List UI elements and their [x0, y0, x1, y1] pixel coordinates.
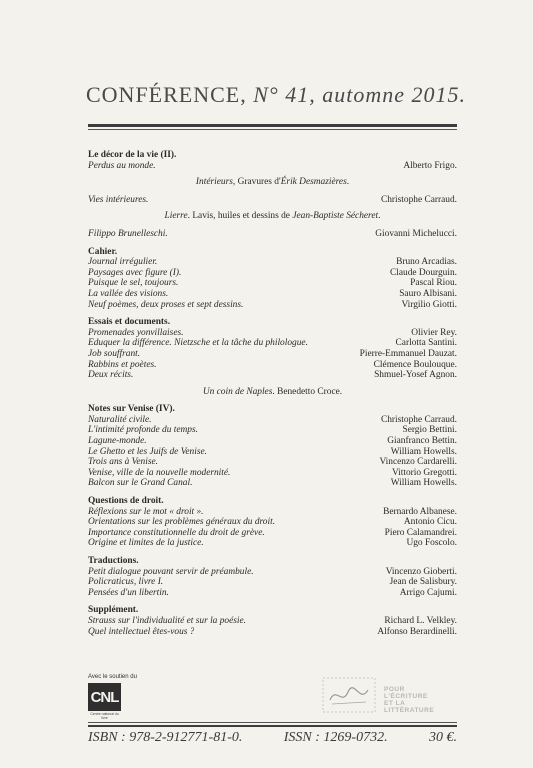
toc-entry-title: Petit dialogue pouvant servir de préambule.: [88, 566, 254, 577]
toc-entry-author: William Howells.: [390, 446, 457, 457]
toc-section: [88, 404, 457, 489]
toc-entry-author: Claude Dourguin.: [389, 267, 457, 278]
toc-entry-author: Arrigo Cajumi.: [399, 587, 457, 598]
toc-centered-artist: Jean-Baptiste Sécheret: [292, 211, 379, 222]
toc-entry-author: Christophe Carraud.: [380, 414, 457, 425]
toc-entry-title: Puisque le sel, toujours.: [88, 278, 179, 289]
toc-entry: [88, 507, 457, 518]
toc-entry: [88, 268, 457, 279]
toc-entry-author: Carlotta Santini.: [395, 338, 457, 349]
cnl-logo: CNL: [88, 683, 121, 711]
toc-section-title: Essais et documents.: [88, 317, 171, 328]
toc-entry: [88, 300, 457, 311]
toc-centered-entry: [88, 387, 457, 398]
toc-entry-title: Promenades yonvillaises.: [88, 327, 184, 338]
toc-entry-author: Gianfranco Bettin.: [387, 436, 457, 447]
toc-entry-author: Giovanni Michelucci.: [375, 228, 457, 239]
toc-entry: [88, 415, 457, 426]
toc-entry-title: Rabbins et poètes.: [88, 359, 157, 370]
cnl-logo-subtitle: Centre national du livre: [90, 712, 119, 720]
toc-entry-author: Pascal Riou.: [410, 278, 457, 289]
toc-section-title: Le décor de la vie (II).: [88, 150, 177, 160]
toc-entry-title: Quel intellectuel êtes-vous ?: [88, 626, 195, 637]
toc-entry-author: Bernardo Albanese.: [383, 506, 457, 517]
issue-number: N° 41,: [253, 82, 316, 107]
toc-centered-post: .: [346, 177, 350, 188]
toc-entry-title: Importance constitutionnelle du droit de grève.: [88, 527, 265, 538]
toc-entry: [88, 370, 457, 381]
toc-centered-entry: [88, 177, 457, 188]
toc-entry-author: Virgilio Giotti.: [401, 299, 457, 310]
toc-centered-title: Un coin de Naples: [202, 386, 273, 397]
toc-entry-title: Pensées d'un libertin.: [88, 587, 169, 598]
toc-section: [88, 150, 457, 171]
toc-entry-title: Le Ghetto et les Juifs de Venise.: [88, 446, 207, 457]
toc-entry-title: Lagune-monde.: [88, 436, 147, 447]
toc-entry: [88, 289, 457, 300]
toc-entry-title: Strauss sur l'individualité et sur la poésie.: [88, 615, 246, 626]
toc-entry-author: Alfonso Berardinelli.: [377, 626, 457, 637]
isbn: ISBN : 978-2-912771-81-0.: [88, 730, 243, 745]
toc-entry: [88, 229, 457, 240]
footer-rule-thick: [88, 725, 457, 727]
toc-centered-post: .: [378, 211, 381, 222]
table-of-contents: [88, 150, 457, 637]
toc-entry-title: Deux récits.: [88, 370, 134, 381]
toc-entry: [88, 616, 457, 627]
toc-entry-title: Venise, ville de la nouvelle modernité.: [88, 467, 231, 478]
toc-section: [88, 556, 457, 598]
toc-centered-artist: Érik Desmazières: [280, 177, 347, 188]
footer-rule-thin: [88, 722, 457, 723]
toc-entry-title: L'intimité profonde du temps.: [88, 425, 198, 436]
toc-entry-title: Trois ans à Venise.: [88, 457, 158, 468]
toc-entry: [88, 195, 457, 206]
toc-entry-author: Sergio Bettini.: [402, 425, 457, 436]
toc-entry-title: Origine et limites de la justice.: [88, 538, 204, 549]
toc-section-title: Supplément.: [88, 605, 139, 616]
toc-entry-author: Alberto Frigo.: [403, 160, 457, 171]
toc-entry-title: La vallée des visions.: [88, 288, 169, 299]
toc-entry: [88, 457, 457, 468]
toc-entry-title: Journal irrégulier.: [88, 257, 158, 268]
region-stamp: [322, 676, 456, 716]
journal-title: CONFÉRENCE,: [86, 82, 247, 107]
support-label: Avec le soutien du: [88, 674, 137, 680]
toc-entry-title: Policraticus, livre I.: [88, 577, 164, 588]
footer: [88, 730, 457, 746]
toc-entry: [88, 349, 457, 360]
toc-section: [88, 605, 457, 637]
issn: ISSN : 1269-0732.: [283, 730, 388, 745]
toc-entry-author: Antonio Cicu.: [403, 517, 457, 528]
toc-entry-author: Vittorio Gregotti.: [391, 467, 457, 478]
toc-entry: [88, 478, 457, 489]
toc-section-title: Notes sur Venise (IV).: [88, 404, 175, 415]
toc-entry-author: Pierre-Emmanuel Dauzat.: [359, 348, 457, 359]
price: 30 €.: [428, 730, 457, 745]
stamp-line: L'ÉCRITURE: [384, 693, 428, 700]
toc-entry-title: Éduquer la différence. Nietzsche et la tâche du philologue.: [88, 338, 308, 349]
toc-entry-author: Richard L. Velkley.: [384, 615, 457, 626]
toc-entry-author: Sauro Albisani.: [399, 288, 457, 299]
toc-entry-title: Orientations sur les problèmes généraux du droit.: [88, 517, 276, 528]
header-rule-thin: [88, 129, 457, 130]
toc-entry-title: Naturalité civile.: [88, 414, 152, 425]
toc-centered-text: . Benedetto Croce.: [272, 386, 343, 397]
toc-section: [88, 195, 457, 206]
toc-section-title: Questions de droit.: [88, 496, 164, 507]
toc-centered-entry: [88, 211, 457, 222]
toc-entry-author: Vincenzo Gioberti.: [385, 566, 457, 577]
toc-entry: [88, 257, 457, 268]
toc-entry: [88, 338, 457, 349]
stamp-line: ET LA: [384, 700, 406, 707]
toc-entry-title: Balcon sur le Grand Canal.: [88, 478, 193, 489]
toc-entry-title: Réflexions sur le mot « droit ».: [88, 506, 204, 517]
stamp-line: LITTÉRATURE: [384, 707, 435, 714]
toc-entry: [88, 468, 457, 479]
toc-centered-title: Lierre: [164, 211, 188, 222]
toc-entry: [88, 528, 457, 539]
toc-entry-author: Shmuel-Yosef Agnon.: [374, 370, 457, 381]
header-rule-thick: [88, 124, 457, 127]
toc-section-title: Traductions.: [88, 556, 139, 566]
toc-section: [88, 496, 457, 549]
toc-centered-text: . Lavis, huiles et dessins de: [187, 211, 293, 222]
toc-entry-title: Paysages avec figure (I).: [88, 267, 182, 278]
toc-entry: [88, 577, 457, 588]
toc-entry: [88, 161, 457, 172]
toc-entry-title: Perdus au monde.: [88, 160, 156, 171]
toc-entry: [88, 436, 457, 447]
toc-section: [88, 247, 457, 311]
toc-entry: [88, 278, 457, 289]
toc-entry-author: Piero Calamandrei.: [384, 527, 457, 538]
toc-section-title: Cahier.: [88, 246, 118, 257]
toc-section: [88, 229, 457, 240]
toc-entry: [88, 538, 457, 549]
toc-entry-author: Christophe Carraud.: [380, 194, 457, 205]
toc-entry-title: Filippo Brunelleschi.: [88, 228, 168, 239]
stamp-line: POUR: [384, 686, 405, 693]
toc-entry: [88, 425, 457, 436]
toc-entry-author: Jean de Salisbury.: [389, 577, 457, 588]
journal-header: [86, 82, 466, 108]
toc-entry-author: Vincenzo Cardarelli.: [379, 457, 457, 468]
toc-entry-author: Bruno Arcadias.: [396, 257, 457, 268]
stamp-text: [384, 686, 434, 714]
toc-entry-title: Job souffrant.: [88, 348, 141, 359]
toc-entry: [88, 588, 457, 599]
toc-entry: [88, 328, 457, 339]
toc-centered-title: Intérieurs: [195, 177, 233, 188]
issue-season: automne 2015.: [322, 82, 466, 107]
toc-centered-text: , Gravures d': [232, 177, 281, 188]
toc-entry-author: Clémence Boulouque.: [373, 359, 457, 370]
toc-entry: [88, 447, 457, 458]
toc-entry-author: William Howells.: [390, 478, 457, 489]
toc-entry-author: Ugo Foscolo.: [406, 538, 457, 549]
toc-section: [88, 317, 457, 381]
toc-entry: [88, 360, 457, 371]
toc-entry-title: Neuf poèmes, deux proses et sept dessins.: [88, 299, 244, 310]
toc-entry: [88, 567, 457, 578]
toc-entry-title: Vies intérieures.: [88, 194, 149, 205]
toc-entry-author: Olivier Rey.: [411, 327, 457, 338]
toc-entry: [88, 517, 457, 528]
toc-entry: [88, 627, 457, 638]
